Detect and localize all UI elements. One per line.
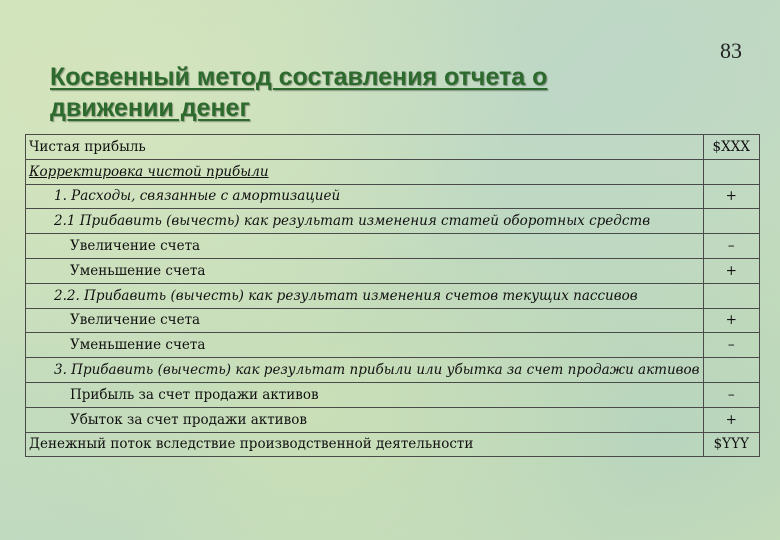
row-value: – [703,382,759,407]
row-label: 3. Прибавить (вычесть) как результат прибыли или убытка за счет продажи активов [26,358,704,383]
table-row [26,283,760,308]
row-label: Корректировка чистой прибыли [26,159,704,184]
table-row [26,159,760,184]
table-row [26,432,760,457]
row-value: – [703,234,759,259]
row-label: Чистая прибыль [26,135,704,160]
row-label: Денежный поток вследствие производственной деятельности [26,432,704,457]
row-value: + [703,184,759,209]
table-row [26,333,760,358]
row-value: $YYY [703,432,759,457]
table-row [26,184,760,209]
row-value [703,209,759,234]
table-row [26,308,760,333]
table-row [26,358,760,383]
row-value [703,159,759,184]
table-row [26,234,760,259]
table-row [26,382,760,407]
table-row [26,135,760,160]
slide-title: Косвенный метод составления отчета о движении денег [50,63,548,122]
row-label: Прибыль за счет продажи активов [26,382,704,407]
cash-flow-table [25,134,760,457]
row-value [703,358,759,383]
row-label: 2.1 Прибавить (вычесть) как результат изменения статей оборотных средств [26,209,704,234]
row-label: Убыток за счет продажи активов [26,407,704,432]
row-value: + [703,308,759,333]
row-value [703,283,759,308]
row-value: + [703,407,759,432]
page-number: 83 [720,38,742,63]
row-label: Увеличение счета [26,234,704,259]
table-row [26,209,760,234]
row-value: $XXX [703,135,759,160]
row-label: Уменьшение счета [26,333,704,358]
row-label: Уменьшение счета [26,258,704,283]
row-value: – [703,333,759,358]
row-label: Увеличение счета [26,308,704,333]
table-row [26,407,760,432]
row-label: 2.2. Прибавить (вычесть) как результат изменения счетов текущих пассивов [26,283,704,308]
table-row [26,258,760,283]
row-label: 1. Расходы, связанные с амортизацией [26,184,704,209]
row-value: + [703,258,759,283]
